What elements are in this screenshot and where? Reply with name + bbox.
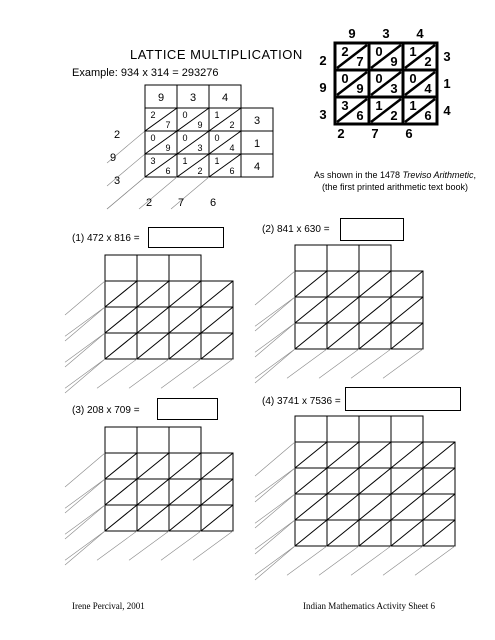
multiplier-digit: 4	[253, 161, 261, 173]
footer-sheet-title: Indian Mathematics Activity Sheet 6	[303, 601, 435, 611]
tens-digit: 1	[182, 156, 188, 166]
lattice-cell	[137, 427, 169, 453]
units-digit: 9	[197, 120, 203, 130]
tens-digit: 2	[150, 110, 156, 120]
treviso-left-digit: 9	[319, 80, 327, 95]
problem-4-lattice[interactable]	[250, 416, 450, 566]
lattice-cell	[359, 416, 391, 442]
cell-diagonal	[327, 297, 359, 323]
lattice-cell	[105, 255, 137, 281]
problem-4-label: (4) 3741 x 7536 =	[262, 396, 341, 407]
units-digit: 3	[197, 143, 203, 153]
guide-diagonal	[65, 333, 105, 367]
treviso-units-digit: 7	[356, 54, 364, 69]
cell-diagonal	[359, 442, 391, 468]
tens-digit: 0	[182, 133, 188, 143]
guide-diagonal	[383, 546, 423, 575]
cell-diagonal	[137, 307, 169, 333]
problem-1-lattice[interactable]	[60, 255, 240, 385]
guide-diagonal	[255, 297, 295, 326]
treviso-top-digit: 3	[382, 26, 390, 41]
cell-diagonal	[169, 333, 201, 359]
guide-diagonal	[415, 546, 455, 575]
treviso-units-digit: 6	[424, 108, 432, 123]
guide-diagonal	[255, 520, 295, 549]
treviso-left-digit: 3	[319, 107, 327, 122]
problem-2-answer-box[interactable]	[340, 218, 404, 241]
lattice-cell	[359, 245, 391, 271]
tens-digit: 1	[214, 156, 220, 166]
treviso-tens-digit: 0	[341, 71, 349, 86]
guide-diagonal	[255, 494, 295, 528]
guide-diagonal	[255, 323, 295, 357]
lattice-cell	[295, 416, 327, 442]
treviso-units-digit: 2	[424, 54, 432, 69]
guide-diagonal	[65, 281, 105, 315]
cell-diagonal	[201, 333, 233, 359]
cell-diagonal	[327, 520, 359, 546]
cell-diagonal	[359, 271, 391, 297]
cell-diagonal	[105, 281, 137, 307]
cell-diagonal	[295, 297, 327, 323]
treviso-units-digit: 2	[390, 108, 398, 123]
example-equation: Example: 934 x 314 = 293276	[72, 67, 219, 79]
tens-digit: 1	[214, 110, 220, 120]
cell-diagonal	[423, 494, 455, 520]
treviso-right-digit: 4	[443, 103, 451, 118]
cell-diagonal	[105, 333, 137, 359]
left-result-digit: 2	[113, 129, 121, 141]
guide-diagonal	[97, 531, 137, 560]
guide-diagonal	[287, 349, 327, 378]
cell-diagonal	[359, 494, 391, 520]
problem-3-answer-box[interactable]	[157, 398, 218, 420]
treviso-units-digit: 9	[390, 54, 398, 69]
guide-diagonal	[65, 453, 105, 487]
treviso-right-digit: 1	[443, 76, 451, 91]
treviso-bottom-digit: 6	[405, 126, 413, 141]
bottom-result-digit: 6	[209, 197, 217, 209]
treviso-tens-digit: 0	[375, 71, 383, 86]
guide-diagonal	[383, 349, 423, 378]
problem-3-label: (3) 208 x 709 =	[72, 405, 140, 416]
cell-diagonal	[201, 453, 233, 479]
cell-diagonal	[391, 323, 423, 349]
treviso-left-digit: 2	[319, 53, 327, 68]
treviso-right-digit: 3	[443, 49, 451, 64]
treviso-bottom-digit: 2	[337, 126, 345, 141]
treviso-tens-digit: 2	[341, 44, 349, 59]
guide-diagonal	[255, 442, 295, 476]
guide-diagonal	[319, 546, 359, 575]
guide-diagonal	[255, 546, 295, 580]
cell-diagonal	[105, 479, 137, 505]
units-digit: 7	[165, 120, 171, 130]
guide-diagonal	[255, 297, 295, 331]
multiplicand-digit: 3	[189, 92, 197, 104]
units-digit: 2	[229, 120, 235, 130]
guide-diagonal	[65, 359, 105, 393]
guide-diagonal	[65, 359, 105, 388]
problem-2-lattice[interactable]	[250, 245, 440, 380]
lattice-cell	[137, 255, 169, 281]
guide-diagonal	[351, 546, 391, 575]
lattice-cell	[391, 416, 423, 442]
cell-diagonal	[137, 281, 169, 307]
lattice-cell	[169, 255, 201, 281]
cell-diagonal	[327, 271, 359, 297]
cell-diagonal	[201, 505, 233, 531]
cell-diagonal	[327, 494, 359, 520]
left-result-digit: 3	[113, 175, 121, 187]
example-lattice	[110, 85, 290, 215]
guide-diagonal	[171, 177, 209, 209]
lattice-cell	[295, 245, 327, 271]
treviso-tens-digit: 0	[375, 44, 383, 59]
cell-diagonal	[295, 271, 327, 297]
guide-diagonal	[255, 468, 295, 497]
cell-diagonal	[359, 323, 391, 349]
cell-diagonal	[295, 494, 327, 520]
cell-diagonal	[423, 468, 455, 494]
left-result-digit: 9	[109, 152, 117, 164]
guide-diagonal	[255, 271, 295, 305]
guide-diagonal	[65, 307, 105, 341]
treviso-units-digit: 6	[356, 108, 364, 123]
cell-diagonal	[105, 505, 137, 531]
guide-diagonal	[139, 177, 177, 209]
units-digit: 9	[165, 143, 171, 153]
guide-diagonal	[319, 349, 359, 378]
units-digit: 2	[197, 166, 203, 176]
guide-diagonal	[255, 323, 295, 352]
cell-diagonal	[327, 442, 359, 468]
guide-diagonal	[129, 359, 169, 388]
treviso-bottom-digit: 7	[371, 126, 379, 141]
guide-diagonal	[65, 505, 105, 534]
guide-diagonal	[65, 531, 105, 565]
bottom-result-digit: 7	[177, 197, 185, 209]
guide-diagonal	[255, 546, 295, 575]
lattice-cell	[327, 245, 359, 271]
guide-diagonal	[129, 531, 169, 560]
guide-diagonal	[193, 531, 233, 560]
guide-diagonal	[65, 479, 105, 513]
multiplier-digit: 1	[253, 138, 261, 150]
treviso-tens-digit: 1	[375, 98, 383, 113]
cell-diagonal	[169, 281, 201, 307]
cell-diagonal	[359, 520, 391, 546]
treviso-tens-digit: 0	[409, 71, 417, 86]
guide-diagonal	[65, 333, 105, 362]
guide-diagonal	[255, 349, 295, 378]
guide-diagonal	[255, 520, 295, 554]
cell-diagonal	[169, 479, 201, 505]
units-digit: 6	[165, 166, 171, 176]
page-title: LATTICE MULTIPLICATION	[130, 47, 303, 62]
guide-diagonal	[351, 349, 391, 378]
units-digit: 4	[229, 143, 235, 153]
guide-diagonal	[255, 468, 295, 502]
treviso-units-digit: 4	[424, 81, 432, 96]
problem-1-answer-box[interactable]	[148, 227, 224, 248]
units-digit: 6	[229, 166, 235, 176]
cell-diagonal	[137, 453, 169, 479]
cell-diagonal	[391, 468, 423, 494]
guide-diagonal	[65, 307, 105, 336]
lattice-cell	[105, 427, 137, 453]
multiplicand-digit: 9	[157, 92, 165, 104]
cell-diagonal	[391, 494, 423, 520]
guide-diagonal	[107, 177, 145, 209]
treviso-units-digit: 3	[390, 81, 398, 96]
guide-diagonal	[161, 531, 201, 560]
lattice-cell	[169, 427, 201, 453]
cell-diagonal	[137, 505, 169, 531]
treviso-tens-digit: 3	[341, 98, 349, 113]
cell-diagonal	[391, 520, 423, 546]
cell-diagonal	[169, 505, 201, 531]
cell-diagonal	[201, 307, 233, 333]
guide-diagonal	[65, 531, 105, 560]
problem-3-lattice[interactable]	[60, 427, 240, 567]
problem-4-answer-box[interactable]	[345, 387, 461, 411]
tens-digit: 0	[214, 133, 220, 143]
guide-diagonal	[193, 359, 233, 388]
cell-diagonal	[327, 323, 359, 349]
guide-diagonal	[65, 479, 105, 508]
guide-diagonal	[287, 546, 327, 575]
cell-diagonal	[201, 479, 233, 505]
multiplier-digit: 3	[253, 115, 261, 127]
cell-diagonal	[359, 297, 391, 323]
cell-diagonal	[423, 520, 455, 546]
treviso-units-digit: 9	[356, 81, 364, 96]
guide-diagonal	[161, 359, 201, 388]
guide-diagonal	[255, 349, 295, 383]
cell-diagonal	[391, 271, 423, 297]
cell-diagonal	[295, 468, 327, 494]
footer-author: Irene Percival, 2001	[72, 601, 145, 611]
cell-diagonal	[105, 453, 137, 479]
cell-diagonal	[295, 520, 327, 546]
cell-diagonal	[391, 442, 423, 468]
cell-diagonal	[201, 281, 233, 307]
treviso-tens-digit: 1	[409, 98, 417, 113]
cell-diagonal	[295, 442, 327, 468]
tens-digit: 0	[182, 110, 188, 120]
cell-diagonal	[169, 453, 201, 479]
treviso-lattice-illustration	[305, 25, 465, 170]
treviso-top-digit: 4	[416, 26, 424, 41]
cell-diagonal	[327, 468, 359, 494]
multiplicand-digit: 4	[221, 92, 229, 104]
guide-diagonal	[255, 494, 295, 523]
lattice-cell	[327, 416, 359, 442]
guide-diagonal	[97, 359, 137, 388]
cell-diagonal	[423, 442, 455, 468]
problem-2-label: (2) 841 x 630 =	[262, 224, 330, 235]
bottom-result-digit: 2	[145, 197, 153, 209]
treviso-caption: As shown in the 1478 Treviso Arithmetic, (the first printed arithmetic text book)	[313, 170, 477, 192]
cell-diagonal	[137, 333, 169, 359]
cell-diagonal	[137, 479, 169, 505]
treviso-tens-digit: 1	[409, 44, 417, 59]
guide-diagonal	[65, 505, 105, 539]
tens-digit: 0	[150, 133, 156, 143]
treviso-top-digit: 9	[348, 26, 356, 41]
cell-diagonal	[169, 307, 201, 333]
cell-diagonal	[391, 297, 423, 323]
cell-diagonal	[295, 323, 327, 349]
tens-digit: 3	[150, 156, 156, 166]
cell-diagonal	[105, 307, 137, 333]
cell-diagonal	[359, 468, 391, 494]
problem-1-label: (1) 472 x 816 =	[72, 233, 140, 244]
